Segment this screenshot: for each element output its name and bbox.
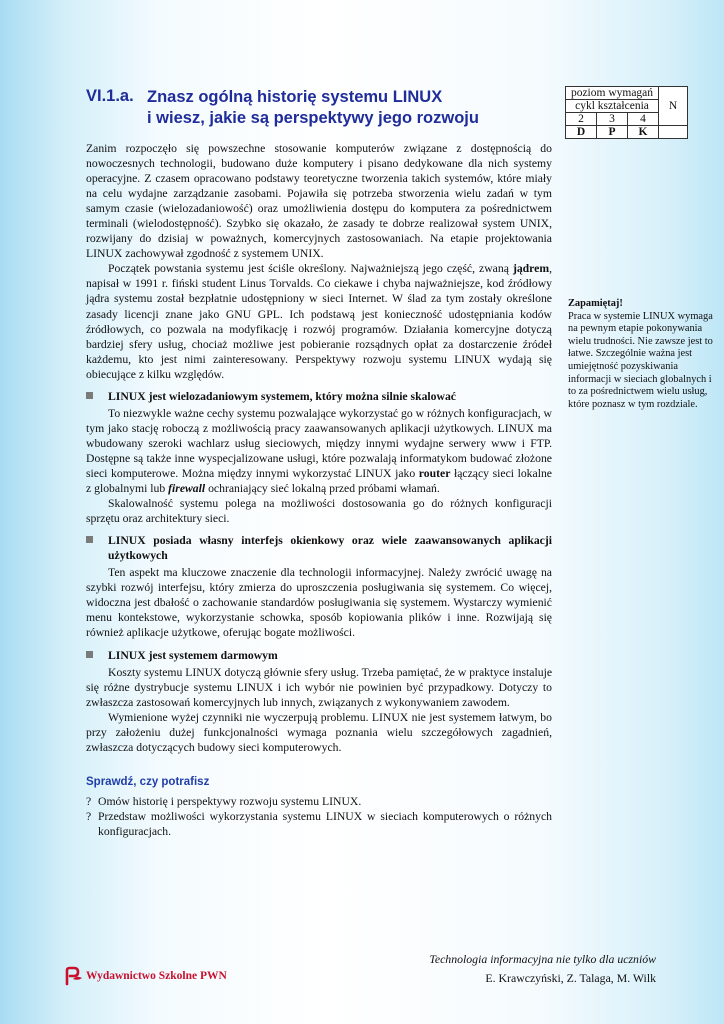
question-mark-icon: ? bbox=[86, 810, 92, 823]
level-cell: P bbox=[597, 126, 628, 139]
bullet-square-icon bbox=[86, 536, 93, 543]
bullet-heading-2: LINUX posiada własny interfejs okienkowy oraz wiele zaawansowanych aplikacji użytkowych bbox=[86, 533, 552, 563]
check-question-1: ? Omów historię i perspektywy rozwoju systemu LINUX. bbox=[86, 795, 362, 808]
requirements-caption: poziom wymagań bbox=[566, 87, 659, 100]
publisher-brand bbox=[64, 966, 227, 986]
book-title: Technologia informacyjna nie tylko dla uczniów bbox=[429, 952, 656, 966]
cycle-label: cykl kształcenia bbox=[566, 100, 659, 113]
authors: E. Krawczyński, Z. Talaga, M. Wilk bbox=[485, 971, 656, 985]
bullet-3-paragraph-1: Koszty systemu LINUX dotyczą głównie sfery usług. Trzeba pamiętać, że w praktyce instaluje się różne dystrybucje systemu LINUX i ich wybór nie powinien być przypadkowy. Dotyczy to zwłaszcza zastosowań komercyjnych lub innych, związanych z wykonywaniem zawodem. bbox=[86, 665, 553, 709]
publisher-name: Wydawnictwo Szkolne PWN bbox=[86, 970, 227, 982]
remember-heading: Zapamiętaj! bbox=[568, 298, 623, 309]
intro-paragraph-2: Początek powstania systemu jest ściśle określony. Najważniejszą jego część, zwaną jądrem, napisał w 1991 r. fiński student Linus Torvalds. Co ciekawe i chyba najważniejsze, kod źródłowy jądra systemu został bezpłatnie udostępniony w sieci Internet. W ślad za tym zostały określone zasady licencji znane jako GNU GPL. Ich podstawą jest konieczność udostępniania kodów źródłowych, co pozwala na modyfikację i rozwój programów. Działania komercyjne dotyczą bardziej sfery usług, chociaż możliwe jest pobieranie rozsądnych opłat za dostarczenie źródeł każdemu, kto jest nimi zainteresowany. Perspektywy rozwoju systemu LINUX wydają się obiecujące z kilku względów. bbox=[86, 262, 552, 381]
requirements-extra: N bbox=[659, 87, 688, 126]
pwn-logo-icon bbox=[64, 966, 84, 986]
page-title bbox=[147, 87, 479, 128]
remember-text: Praca w systemie LINUX wymaga na pewnym etapie pokonywania wielu trudności. Nie zawsze jest to łatwe. Szczególnie ważna jest umiejętność pozyskiwania informacji w sieciach globalnych i to za pośrednictwem wielu usług, które poznasz w tym rozdziale. bbox=[568, 310, 713, 410]
bullet-heading-3: LINUX jest systemem darmowym bbox=[86, 648, 552, 663]
question-mark-icon: ? bbox=[86, 795, 92, 808]
grade-cell: 2 bbox=[566, 113, 597, 126]
title-line-1: Znasz ogólną historię systemu LINUX bbox=[147, 88, 443, 106]
level-cell: K bbox=[628, 126, 659, 139]
bullet-square-icon bbox=[86, 651, 93, 658]
title-line-2: i wiesz, jakie są perspektywy jego rozwoju bbox=[147, 108, 479, 127]
section-code: VI.1.a. bbox=[86, 87, 134, 105]
remember-note bbox=[568, 298, 720, 411]
bullet-2-paragraph-1: Ten aspekt ma kluczowe znaczenie dla technologii informacyjnej. Należy zwrócić uwagę na szybki rozwój interfejsu, który zmierza do uproszczenia posługiwania się systemem. Co więcej, widoczna jest dbałość o zachowanie standardów posługiwania się systemem. Wystarczy wymienić menu kontekstowe, wykorzystanie schowka, sposób kopiowania plików i inne. Rozwijają się również aplikacje użytkowe, oferując bogate możliwości. bbox=[86, 566, 552, 640]
grade-cell: 3 bbox=[597, 113, 628, 126]
check-question-2: ? Przedstaw możliwości wykorzystania systemu LINUX w sieciach komputerowych o różnych konfiguracjach. bbox=[86, 810, 552, 839]
main-text bbox=[86, 141, 552, 755]
intro-paragraph-1: Zanim rozpoczęło się powszechne stosowanie komputerów związane z dostępnością do nowoczesnych technologii, budowano duże komputery i pisano dedykowane dla nich systemy operacyjne. Z czasem opracowano podstawy teoretyczne tworzenia takich systemów, które miały na celu wydajne zarządzanie zasobami. Pojawiła się potrzeba stworzenia wielu zadań w tym samym czasie (wielozadaniowość) oraz umożliwienia dostępu do komputera za pośrednictwem terminali (wielodostępność). Szybko się okazało, że zasady te dobrze realizował system UNIX, rozwijany do dzisiaj w poważnych, komercyjnych zastosowaniach. Na etapie projektowania LINUX zachowywał zgodność z systemem UNIX. bbox=[86, 142, 552, 261]
bullet-3-paragraph-2: Wymienione wyżej czynniki nie wyczerpują problemu. LINUX nie jest systemem łatwym, bo przy założeniu dużej funkcjonalności wymaga poznania wielu szczegółowych zagadnień, zwłaszcza dotyczących budowy sieci komputerowych. bbox=[86, 710, 552, 754]
bullet-heading-1: LINUX jest wielozadaniowym systemem, który można silnie skalować bbox=[86, 389, 552, 404]
bullet-1-paragraph-2: Skalowalność systemu polega na możliwości dostosowania go do różnych konfiguracji sprzętu oraz architektury sieci. bbox=[86, 497, 552, 526]
bullet-square-icon bbox=[86, 392, 93, 399]
grade-cell: 4 bbox=[628, 113, 659, 126]
bullet-1-paragraph-1: To niezwykle ważne cechy systemu pozwalające wykorzystać go w różnych konfiguracjach, w tym jako stację roboczą z możliwością pracy zaawansowanych aplikacji użytkowych. LINUX ma wbudowany szeroki wachlarz usług sieciowych, między innymi wydajne serwery www i FTP. Dostępne są także inne wyspecjalizowane usługi, które pozwalają informatykom budować złożone sieci komputerowe. Można między innymi wykorzystać LINUX jako router łączący sieci lokalne z globalnymi lub firewall ochraniający sieć lokalną przed próbami włamań. bbox=[86, 406, 552, 496]
level-cell: D bbox=[566, 126, 597, 139]
check-heading: Sprawdź, czy potrafisz bbox=[86, 776, 210, 788]
requirements-table bbox=[565, 86, 688, 139]
